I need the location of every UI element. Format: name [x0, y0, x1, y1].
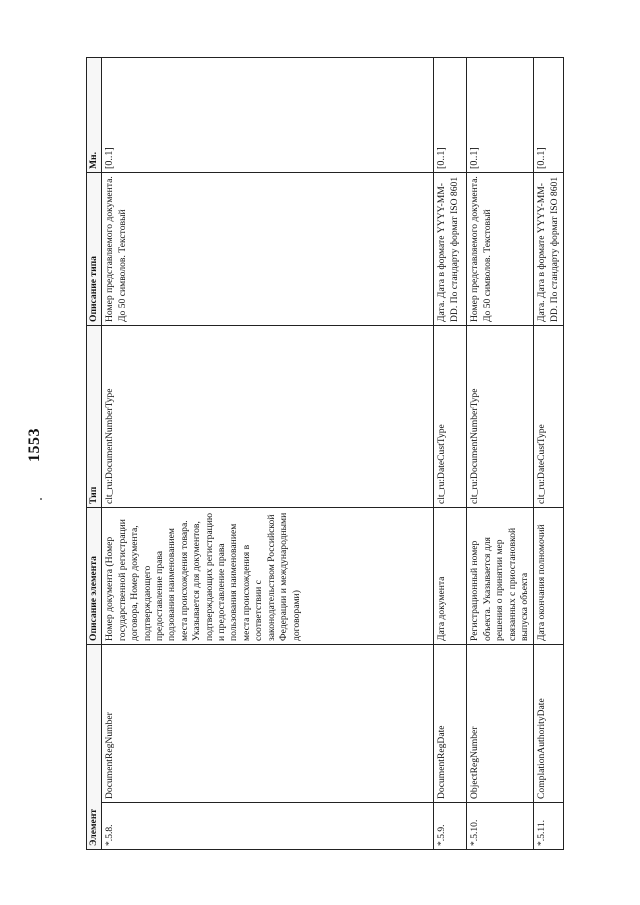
header-cardinality: Мн. [87, 58, 102, 173]
element-type: clt_ru:DateCustType [534, 326, 564, 508]
header-element-description: Описание элемента [87, 508, 102, 645]
table-row [102, 58, 434, 850]
table-row [467, 58, 534, 850]
element-number: *.5.8. [102, 803, 434, 850]
element-description: Дата документа [434, 508, 467, 645]
header-element: Элемент [87, 645, 102, 850]
cardinality: [0..1] [467, 58, 534, 173]
header-type: Тип [87, 326, 102, 508]
element-name: ObjectRegNumber [467, 645, 534, 803]
type-description: Дата. Дата в формате YYYY-MM-DD. По стандарту формат ISO 8601 [434, 173, 467, 326]
table-row [434, 58, 467, 850]
element-number: *.5.10. [467, 803, 534, 850]
element-description: Дата окончания полномочий [534, 508, 564, 645]
cardinality: [0..1] [102, 58, 434, 173]
element-name: DocumentRegDate [434, 645, 467, 803]
type-description: Номер представляемого документа. До 50 символов. Текстовый [467, 173, 534, 326]
element-description: Номер документа (Номер государственной регистрации договора, Номер документа, подтверждающего предоставление права подзования наименованием места происхождения товара. Указывается для документов, подтверждающих регистрацию и предоставление права пользования наименованием места происхождения в соответствии с законодательством Российской Федерации и международными договорами) [102, 508, 434, 645]
header-type-description: Описание типа [87, 173, 102, 326]
spec-table [86, 57, 564, 850]
element-type: clt_ru:DateCustType [434, 326, 467, 508]
element-name: DocumentRegNumber [102, 645, 434, 803]
element-number: *.5.11. [534, 803, 564, 850]
rotated-table-content [86, 58, 560, 850]
scan-speck [40, 498, 42, 500]
element-name: ComplationAuthorityDate [534, 645, 564, 803]
table-row [534, 58, 564, 850]
element-type: clt_ru:DocumentNumberType [467, 326, 534, 508]
cardinality: [0..1] [534, 58, 564, 173]
page-number: 1553 [26, 428, 43, 462]
element-number: *.5.9. [434, 803, 467, 850]
rotated-table-area [86, 58, 560, 850]
type-description: Дата. Дата в формате YYYY-MM-DD. По стандарту формат ISO 8601 [534, 173, 564, 326]
type-description: Номер представляемого документа. До 50 символов. Текстовый [102, 173, 434, 326]
element-type: clt_ru:DocumentNumberType [102, 326, 434, 508]
cardinality: [0..1] [434, 58, 467, 173]
table-header-row [87, 58, 102, 850]
element-description: Регистрационный номер объекта. Указывается для решения о принятии мер связанных с приостановкой выпуска объекта [467, 508, 534, 645]
